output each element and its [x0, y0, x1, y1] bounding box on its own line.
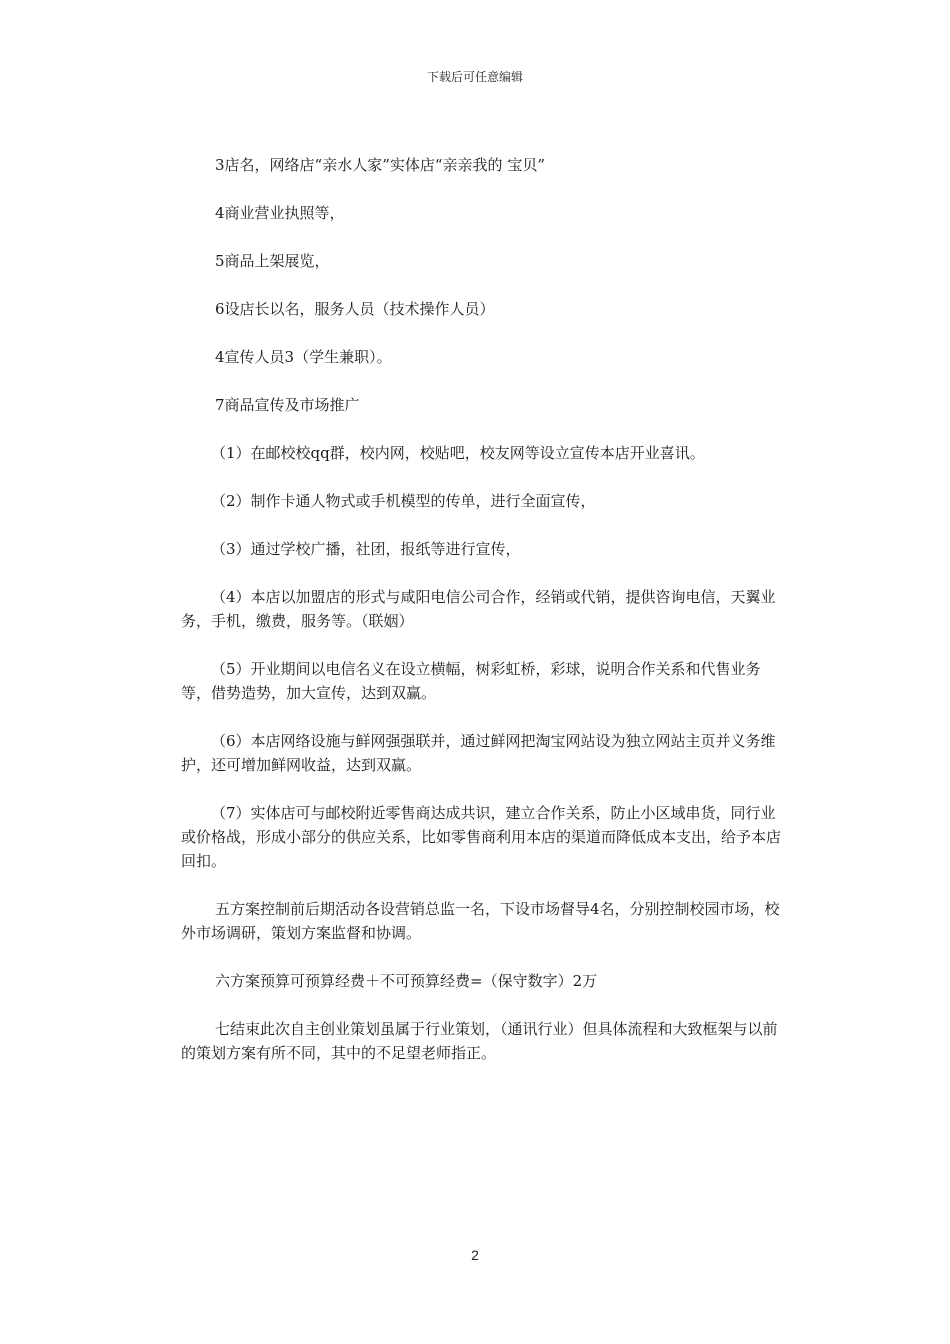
paragraph: 4宣传人员3（学生兼职）。 [215, 348, 392, 366]
paragraph: 7商品宣传及市场推广 [215, 396, 360, 414]
list-item: （1）在邮校校qq群，校内网，校贴吧，校友网等设立宣传本店开业喜讯。 [211, 444, 705, 462]
page-number: 2 [471, 1247, 479, 1263]
list-item: （7）实体店可与邮校附近零售商达成共识，建立合作关系，防止小区域串货，同行业或价格战，形成小部分的供应关系，比如零售商利用本店的渠道而降低成本支出，给予本店回扣。 [181, 804, 782, 870]
list-item: （4）本店以加盟店的形式与咸阳电信公司合作，经销或代销，提供咨询电信，天翼业务，手机，缴费，服务等。（联姻） [181, 588, 776, 630]
paragraph: 五方案控制前后期活动各设营销总监一名，下设市场督导4名，分别控制校园市场，校外市场调研，策划方案监督和协调。 [181, 900, 780, 942]
document-body [181, 153, 781, 1089]
list-item: （5）开业期间以电信名义在设立横幅，树彩虹桥，彩球，说明合作关系和代售业务等，借势造势，加大宣传，达到双赢。 [181, 660, 761, 702]
paragraph: 七结束此次自主创业策划虽属于行业策划，（通讯行业）但具体流程和大致框架与以前的策划方案有所不同，其中的不足望老师指正。 [181, 1020, 778, 1062]
list-item: （3）通过学校广播，社团，报纸等进行宣传， [211, 540, 521, 558]
paragraph: 3店名，网络店“亲水人家”实体店“亲亲我的 宝贝” [215, 156, 545, 174]
paragraph: 4商业营业执照等， [215, 204, 345, 222]
list-item: （6）本店网络设施与鲜网强强联并，通过鲜网把淘宝网站设为独立网站主页并义务维护，还可增加鲜网收益，达到双赢。 [181, 732, 776, 774]
paragraph: 6设店长以名，服务人员（技术操作人员） [215, 300, 495, 318]
list-item: （2）制作卡通人物式或手机模型的传单，进行全面宣传， [211, 492, 596, 510]
paragraph: 六方案预算可预算经费＋不可预算经费=（保守数字）2万 [215, 972, 598, 990]
paragraph: 5商品上架展览， [215, 252, 330, 270]
page-header: 下载后可任意编辑 [426, 70, 523, 84]
